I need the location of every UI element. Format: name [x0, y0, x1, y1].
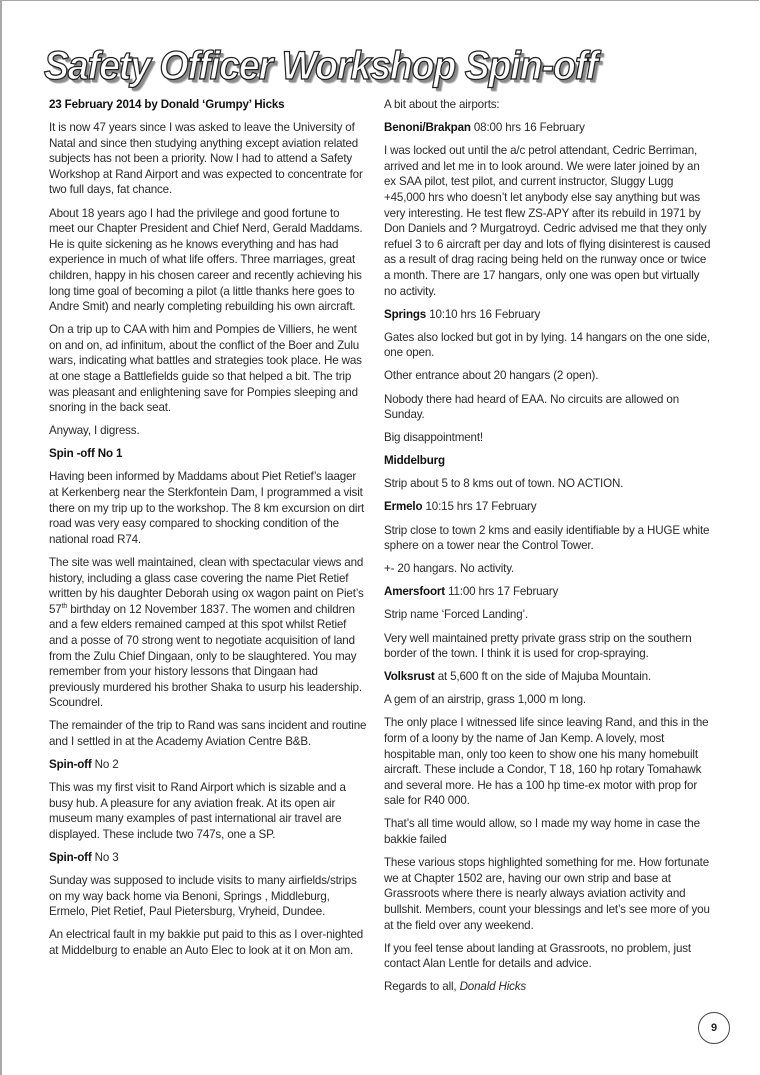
paragraph: Strip about 5 to 8 kms out of town. NO ACTION.	[384, 477, 624, 491]
airport-name: Springs	[384, 307, 427, 321]
paragraph: I was locked out until the a/c petrol attendant, Cedric Berriman, arrived and let me in to look around. We were later joined by an ex SAA pilot, test pilot, and current instructor, Sluggy Lugg +45,000 hrs who doesn’t let anybody else say anything but was very interesting. He test flew ZS-APY after its rebuild in 1971 by Don Daniels and ? Murgatroyd. Cedric advised me that they only refuel 3 to 6 aircraft per day and lots of flying disinterest is caused as a result of drag racing being held on the runway once or twice a month. There are 17 hangars, only one was open but virtually no activity.	[384, 144, 711, 298]
airport-time: 10:10 hrs 16 February	[426, 307, 541, 321]
right-column	[384, 97, 714, 1002]
paragraph: That’s all time would allow, so I made my way home in case the bakkie failed	[384, 817, 700, 847]
airport-heading-ermelo	[384, 499, 714, 515]
paragraph: +- 20 hangars. No activity.	[384, 562, 515, 576]
airport-heading-middelburg	[384, 453, 714, 469]
paragraph	[49, 555, 367, 711]
airport-name: Benoni/Brakpan	[384, 121, 471, 135]
airport-detail: at 5,600 ft on the side of Majuba Mountain.	[434, 670, 652, 684]
paragraph: Big disappointment!	[384, 431, 483, 445]
airport-heading-benoni	[384, 120, 714, 136]
airport-name: Ermelo	[384, 500, 423, 514]
regards-text: Regards to all,	[384, 980, 460, 994]
heading-bold: Spin-off	[49, 851, 92, 865]
paragraph: Anyway, I digress.	[49, 424, 140, 438]
airport-name: Amersfoort	[384, 585, 445, 599]
heading-bold: Spin-off	[49, 758, 92, 772]
airport-time: 11:00 hrs 17 February	[445, 585, 559, 599]
paragraph: If you feel tense about landing at Grassroots, no problem, just contact Alan Lentle for details and advice.	[384, 941, 691, 971]
airport-heading-volksrust	[384, 669, 714, 685]
paragraph: On a trip up to CAA with him and Pompies de Villiers, he went on and on, ad infinitum, about the conflict of the Boer and Zulu wars, indicating what battles and strategies took place. He was at one stage a Battlefields guide so that helped a bit. The trip was pleasant and enlightening save for Pompies sleeping and snoring in the back seat.	[49, 323, 362, 415]
heading-bold: Spin -off	[49, 447, 95, 461]
superscript: th	[61, 602, 68, 610]
heading-rest: No 3	[91, 851, 119, 865]
paragraph: Other entrance about 20 hangars (2 open).	[384, 369, 599, 383]
sign-off	[384, 979, 714, 995]
paragraph: Having been informed by Maddams about Piet Retief’s laager at Kerkenberg near the Sterkfontein Dam, I programmed a visit there on my trip up to the workshop. The 8 km excursion on dirt road was very easy compared to shocking condition of the national road R74.	[49, 470, 365, 546]
paragraph: A bit about the airports:	[384, 98, 500, 111]
airport-heading-amersfoort	[384, 584, 714, 600]
text: birthday on 12 November 1837. The women and children and a few elders remained camped at this spot whilst Retief and a posse of 70 strong went to negotiate acquisition of land from the Zulu Chief Dingaan, only to be slaughtered. You may remember from your history lessons that Dingaan had previously murdered his brother Shaka to usurp his leadership. Scoundrel.	[49, 602, 362, 710]
paragraph: Sunday was supposed to include visits to many airfields/strips on my way back home via Benoni, Springs , Middleburg, Ermelo, Piet Retief, Paul Pietersburg, Vryheid, Dundee.	[49, 874, 357, 919]
page-number-badge	[698, 1012, 730, 1044]
text: The site was well maintained, clean with spectacular views and history, including a glass case covering the name Piet Retief written by his daughter Deborah using ox wagon paint on Piet’s 57	[49, 555, 364, 616]
section-heading-spinoff-1	[49, 446, 367, 462]
section-heading-spinoff-2	[49, 757, 367, 773]
left-column	[49, 97, 367, 966]
airport-name: Volksrust	[384, 670, 435, 684]
section-heading-spinoff-3	[49, 850, 367, 866]
heading-rest: No 1	[94, 447, 123, 461]
heading-rest: No 2	[91, 758, 119, 772]
airport-heading-springs	[384, 307, 714, 323]
airport-time: 08:00 hrs 16 February	[470, 121, 585, 135]
paragraph: This was my first visit to Rand Airport which is sizable and a busy hub. A pleasure for any aviation freak. At its open air museum many examples of past international air travel are displayed. These include two 747s, one a SP.	[49, 781, 346, 841]
signature: Donald Hicks	[459, 980, 527, 994]
paragraph: These various stops highlighted something for me. How fortunate we at Chapter 1502 are, having our own strip and base at Grassroots where there is nearly always aviation activity and bullshit. Members, count your blessings and let’s see more of you at the field over any weekend.	[384, 856, 710, 932]
paragraph: Nobody there had heard of EAA. No circuits are allowed on Sunday.	[384, 392, 679, 422]
paragraph: Gates also locked but got in by lying. 14 hangars on the one side, one open.	[384, 330, 710, 360]
paragraph: An electrical fault in my bakkie put paid to this as I over-nighted at Middelburg to enable an Auto Elec to look at it on Mon am.	[49, 928, 364, 957]
paragraph: Strip name ‘Forced Landing’.	[384, 608, 529, 622]
airport-name: Middelburg	[384, 454, 445, 468]
paragraph: It is now 47 years since I was asked to leave the University of Natal and since then studying anything except aviation related subjects has not been a priority. Now I had to attend a Safety Workshop at Rand Airport and was expected to concentrate for two full days, fat chance.	[49, 121, 363, 197]
page-number: 9	[710, 1022, 718, 1034]
paragraph: A gem of an airstrip, grass 1,000 m long.	[384, 693, 586, 707]
paragraph: About 18 years ago I had the privilege and good fortune to meet our Chapter President and Chief Nerd, Gerald Maddams. He is quite sickening as he knows everything and has had experience in much of what life offers. Three marriages, great children, happy in his chosen career and recently achieving his long time goal of becoming a pilot (a little thanks here goes to Andre Smit) and nearly completing rebuilding his own aircraft.	[49, 206, 363, 314]
airport-time: 10:15 hrs 17 February	[422, 500, 537, 514]
page-title: Safety Officer Workshop Spin-off	[44, 44, 598, 88]
paragraph: Strip close to town 2 kms and easily identifiable by a HUGE white sphere on a tower near the Control Tower.	[384, 523, 710, 553]
paragraph: The only place I witnessed life since leaving Rand, and this in the form of a loony by the name of Jan Kemp. A lovely, most hospitable man, only too keen to show one his many homebuilt aircraft. These include a Condor, T 18, 160 hp rotary Tomahawk and several more. He has a 100 hp time-ex motor with prop for sale for R40 000.	[384, 716, 709, 808]
byline: 23 February 2014 by Donald ‘Grumpy’ Hicks	[49, 98, 285, 111]
paragraph: Very well maintained pretty private grass strip on the southern border of the town. I think it is used for crop-spraying.	[384, 631, 692, 661]
paragraph: The remainder of the trip to Rand was sans incident and routine and I settled in at the Academy Aviation Centre B&B.	[49, 719, 367, 748]
